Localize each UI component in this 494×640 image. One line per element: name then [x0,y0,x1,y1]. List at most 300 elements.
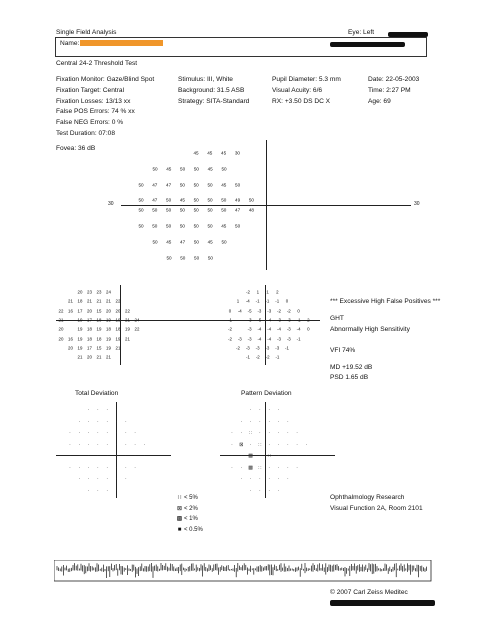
prob-dot: · [240,418,243,425]
pattern-deviation-value: -4 [257,326,262,332]
prob-dot: · [286,430,289,436]
total-deviation-value: 18 [77,298,83,304]
pattern-deviation-value: -4 [257,336,262,341]
pattern-deviation-value: -5 [257,317,262,323]
threshold-value: 50 [221,207,227,213]
prob-dot: · [115,476,118,482]
pattern-deviation-value: 0 [228,308,232,314]
pd-prob-v-axis [265,402,266,498]
pattern-deviation-value: -3 [265,345,270,351]
age: Age: 69 [368,97,391,105]
threshold-value: 47 [152,182,158,188]
md: MD +19.52 dB [330,364,373,371]
prob-dot: · [87,487,90,494]
total-deviation-value: 21 [96,354,102,360]
pattern-deviation-value: -3 [247,326,252,332]
prob-dot: · [259,418,261,425]
legend-5pct: ∷ < 5% [175,493,203,504]
pattern-deviation-value: -2 [255,354,260,360]
threshold-value: 50 [179,207,185,213]
prob-dot: · [249,441,252,448]
total-deviation-value: 19 [77,336,83,341]
threshold-value: 50 [207,182,213,188]
prob-dot: · [296,430,298,436]
prob-dot: · [78,476,81,482]
prob-dot: · [277,430,280,436]
total-deviation-label: Total Deviation [75,390,119,397]
pattern-deviation-value: -1 [275,354,280,360]
pattern-deviation-value: 1 [236,298,240,304]
prob-dot: · [115,453,118,459]
total-deviation-value: 22 [58,308,64,314]
prob-dot: · [277,476,280,482]
fixation-target: Fixation Target: Central [56,86,125,94]
prob-dot: · [240,464,243,471]
total-deviation-value: 19 [106,345,111,351]
threshold-value: 50 [138,182,144,188]
prob-dot: · [277,441,280,448]
prob-dot: · [277,487,280,494]
threshold-value: 45 [193,150,199,156]
institution-line1: Ophthalmology Research [330,494,405,501]
total-deviation-value: 22 [134,326,140,332]
pattern-deviation-value: 2 [276,289,279,295]
pattern-deviation-value: -3 [245,345,250,351]
prob-dot: · [106,464,109,471]
pattern-deviation-value: -3 [286,336,291,341]
threshold-value: 50 [193,182,199,188]
threshold-value: 45 [221,223,227,229]
prob-dot: · [78,453,81,459]
pattern-deviation-value: -3 [277,336,281,341]
prob-dot: · [249,407,252,413]
prob-dot: · [259,407,261,413]
prob-dot: · [106,430,109,436]
prob-dot: · [115,487,118,494]
pattern-deviation-value: -3 [275,345,280,351]
pattern-deviation-value: -1 [246,354,250,360]
threshold-value: 50 [193,166,199,172]
pattern-deviation-value: -4 [237,308,242,314]
threshold-value: 45 [207,150,213,156]
prob-dot: · [69,464,71,471]
prob-dot: · [97,464,99,471]
date: Date: 22-05-2003 [368,76,420,83]
prob-dot: · [97,430,99,436]
pattern-deviation-value: -4 [245,298,250,304]
threshold-value: 50 [248,197,254,203]
threshold-value: 50 [193,197,199,203]
prob-dot: · [231,430,233,436]
prob-dot: · [134,453,136,459]
total-deviation-value: 18 [96,336,102,341]
total-deviation-value: 24 [134,317,140,323]
prob-dot: · [115,441,118,448]
prob-dot: · [87,453,90,459]
prob-dot: · [87,476,90,482]
prob-dot: · [124,441,127,448]
test-duration: Test Duration: 07:08 [56,129,116,137]
pattern-deviation-value: -3 [277,317,281,323]
prob-dot: · [286,453,289,459]
threshold-value: 50 [166,207,172,213]
total-deviation-value: 16 [68,336,73,341]
threshold-value: 45 [166,239,172,245]
pupil-diameter: Pupil Diameter: 5.3 mm [272,76,341,83]
prob-dot: · [240,430,243,436]
total-deviation-value: 19 [77,326,83,332]
pattern-deviation-value: -4 [267,317,272,323]
threshold-value: 50 [193,207,199,213]
prob-dot: · [87,430,90,436]
redacted-id [330,42,405,47]
threshold-value: 50 [152,166,158,172]
threshold-value: 50 [221,239,227,245]
prob-dot: · [97,487,99,494]
threshold-value: 45 [179,197,185,203]
total-deviation-value: 20 [87,308,92,314]
threshold-value: 50 [207,207,213,213]
prob-dot: · [296,441,298,448]
name-label: Name: [60,40,80,47]
threshold-value: 45 [207,166,213,172]
total-deviation-value: 17 [87,345,92,351]
threshold-value: 48 [248,207,254,213]
threshold-value: 50 [152,207,158,213]
total-deviation-value: 21 [87,298,92,304]
threshold-value: 45 [166,166,172,172]
pattern-deviation-value: -2 [277,308,281,314]
prob-dot: · [277,464,280,471]
background: Background: 31.5 ASB [178,86,245,94]
vfi: VFI 74% [330,347,356,354]
eye-label: Eye: Left [348,29,375,36]
prob-dot: · [134,430,136,436]
pattern-deviation-value: -1 [285,345,289,351]
td-prob-v-axis [116,402,117,498]
prob-dot: · [240,476,243,482]
prob-dot: · [97,441,99,448]
threshold-value: 45 [207,239,213,245]
fixation-losses: Fixation Losses: 13/13 xx [56,97,131,105]
prob-dot: · [277,453,280,459]
prob-dot: · [78,418,81,425]
prob-dot: · [231,441,233,448]
threshold-value: 50 [166,197,172,203]
pattern-deviation-value: -2 [286,308,291,314]
psd: PSD 1.65 dB [330,374,369,381]
info-col1 [56,75,154,140]
prob-symbol: ▩ [248,464,253,471]
threshold-value: 50 [235,182,241,188]
prob-dot: · [268,464,271,471]
gaze-tracking-strip [54,560,432,582]
threshold-value: 47 [166,182,172,188]
prob-dot: · [143,441,146,448]
prob-dot: · [231,464,233,471]
pattern-deviation-value: -4 [296,326,301,332]
total-deviation-value: 20 [87,354,92,360]
false-pos-warning: *** Excessive High False Positives *** [330,298,441,305]
prob-dot: · [106,418,109,425]
threshold-value: 50 [194,255,200,261]
total-deviation-value: 17 [87,317,92,323]
threshold-value: 50 [207,255,213,261]
pattern-deviation-value: -2 [265,354,270,360]
total-deviation-value: 21 [68,298,73,304]
threshold-value: 50 [138,207,144,213]
total-deviation-value: 19 [96,326,102,332]
prob-dot: · [134,464,136,471]
prob-symbol: ∷ [249,430,253,436]
pattern-deviation-value: -1 [275,298,280,304]
threshold-v-axis [266,140,267,270]
total-deviation-value: 21 [106,298,111,304]
prob-dot: · [97,476,99,482]
td-prob-h-axis [56,455,171,456]
prob-dot: · [143,453,146,459]
prob-dot: · [286,464,289,471]
prob-dot: · [124,418,127,425]
prob-dot: · [277,407,280,413]
institution-line2: Visual Function 2A, Room 2101 [330,505,423,512]
prob-dot: · [268,487,271,494]
hatch-dark-icon: ▩ [176,516,183,522]
strategy: Strategy: SITA-Standard [178,97,250,105]
threshold-value: 50 [152,223,158,229]
pattern-deviation-value: 1 [266,289,269,295]
prob-dot: · [249,487,252,494]
prob-dot: · [134,441,136,448]
prob-dot: · [78,430,81,436]
threshold-value: 50 [180,255,186,261]
pattern-deviation-value: 0 [307,326,310,332]
threshold-value: 50 [166,255,172,261]
stimulus: Stimulus: III, White [178,76,233,83]
legend-2pct: ⊠ < 2% [175,504,203,515]
pattern-deviation-value: 0 [297,308,300,314]
pattern-deviation-value: -5 [247,308,252,314]
prob-dot: · [286,441,289,448]
threshold-axis-left: 30 [108,201,114,207]
fixation-monitor: Fixation Monitor: Gaze/Blind Spot [56,76,155,83]
pattern-deviation-value: 1 [256,289,260,295]
info-col2 [178,75,249,107]
threshold-value: 45 [221,150,227,156]
total-deviation-value: 20 [115,308,121,314]
total-deviation-value: 20 [106,308,111,314]
probability-legend [175,493,203,535]
total-deviation-value: 20 [58,336,64,341]
pd-v-axis [265,285,269,365]
total-deviation-value: 19 [115,317,121,323]
total-deviation-value: 19 [115,336,121,341]
total-deviation-value: 21 [115,345,121,351]
dots-4-icon: ∷ [177,495,182,501]
total-deviation-value: 17 [77,308,83,314]
prob-dot: · [115,418,118,425]
total-deviation-value: 16 [68,308,73,314]
pattern-deviation-value: -2 [236,345,240,351]
pattern-deviation-value: -1 [265,298,270,304]
threshold-value: 50 [235,223,241,229]
pattern-deviation-value: -1 [296,317,301,323]
pattern-deviation-value: -4 [267,336,272,341]
prob-dot: · [231,453,233,459]
prob-dot: · [268,441,271,448]
pattern-deviation-value: 2 [307,317,310,323]
prob-dot: · [78,441,81,448]
pattern-deviation-value: -4 [277,326,281,332]
prob-dot: · [259,453,261,459]
prob-dot: · [259,430,261,436]
total-deviation-value: 21 [77,354,83,360]
pattern-deviation-label: Pattern Deviation [241,390,292,397]
total-deviation-value: 19 [77,317,83,323]
total-deviation-value: 21 [125,317,130,323]
fovea: Fovea: 36 dB [56,145,96,152]
threshold-value: 50 [138,197,144,203]
prob-dot: · [268,418,271,425]
total-deviation-value: 19 [77,345,83,351]
threshold-value: 50 [166,223,172,229]
threshold-value: 50 [152,239,158,245]
report-title: Single Field Analysis [56,29,117,36]
name-redaction-highlight [80,40,163,46]
total-deviation-value: 21 [125,336,130,341]
prob-dot: · [259,487,261,494]
prob-dot: · [97,407,99,413]
threshold-value: 45 [221,182,227,188]
total-deviation-value: 18 [96,317,102,323]
visual-acuity: Visual Acuity: 6/6 [272,86,323,94]
pattern-deviation-value: -3 [286,317,291,323]
prob-dot: · [115,464,118,471]
prob-dot: · [106,441,109,448]
prob-dot: · [286,476,289,482]
prob-symbol: ▩ [248,453,253,459]
prob-dot: · [124,430,127,436]
threshold-value: 47 [180,239,186,245]
total-deviation-value: 20 [68,345,73,351]
prob-dot: · [97,418,99,425]
rx: RX: +3.50 DS DC X [272,97,331,105]
pattern-deviation-value: -3 [255,345,260,351]
prob-dot: · [249,476,252,482]
prob-dot: · [286,418,289,425]
prob-dot: · [268,476,271,482]
total-deviation-value: 15 [96,308,102,314]
prob-dot: · [78,464,81,471]
prob-symbol: ∷ [258,441,262,448]
total-deviation-value: 21 [106,354,111,360]
prob-symbol: ⊠ [239,441,244,448]
threshold-value: 47 [235,207,241,213]
threshold-value: 49 [235,197,241,203]
prob-dot: · [87,464,90,471]
redacted-footer [330,600,435,606]
total-deviation-value: 23 [87,289,92,295]
pattern-deviation-value: -3 [257,308,262,314]
pattern-deviation-value: -3 [286,326,291,332]
prob-symbol: ∷ [267,453,271,459]
prob-dot: · [106,487,109,494]
threshold-value: 50 [179,182,185,188]
hatch-light-icon: ⊠ [176,505,183,512]
prob-dot: · [106,453,109,459]
prob-dot: · [97,453,99,459]
threshold-value: 50 [207,223,213,229]
total-deviation-value: 21 [96,298,102,304]
prob-dot: · [277,418,280,425]
prob-dot: · [259,476,261,482]
total-deviation-value: 18 [106,326,111,332]
info-col3 [272,75,341,107]
total-deviation-value: 20 [77,289,83,295]
prob-dot: · [249,418,252,425]
legend-1pct: ▩ < 1% [175,514,203,525]
pattern-deviation-value: -3 [247,336,252,341]
total-deviation-value: 24 [106,289,111,295]
info-col4 [368,75,419,107]
threshold-axis-right: 30 [414,201,420,207]
threshold-value: 50 [179,223,185,229]
pattern-deviation-value: -1 [255,298,260,304]
total-deviation-value: 20 [58,326,64,332]
false-pos: False POS Errors: 74 % xx [56,108,135,116]
total-deviation-value: 18 [87,326,92,332]
pattern-deviation-value: -3 [237,336,242,341]
prob-dot: · [69,453,71,459]
prob-dot: · [69,430,71,436]
pattern-deviation-value: -4 [267,326,272,332]
ght-label: GHT [330,315,344,322]
total-deviation-value: 19 [106,336,111,341]
prob-dot: · [87,441,90,448]
total-deviation-value: 22 [125,308,130,314]
prob-dot: · [305,441,308,448]
threshold-value: 50 [221,197,227,203]
prob-dot: · [240,453,243,459]
total-deviation-value: 19 [125,326,130,332]
prob-dot: · [268,430,271,436]
prob-dot: · [296,453,298,459]
pattern-deviation-value: -2 [228,326,232,332]
total-deviation-value: 15 [96,345,102,351]
pattern-deviation-value: -1 [296,336,301,341]
ght-value: Abnormally High Sensitivity [330,326,410,333]
threshold-value: 50 [193,239,199,245]
threshold-value: 50 [180,166,186,172]
copyright: © 2007 Carl Zeiss Meditec [330,589,408,596]
threshold-value: 50 [193,223,199,229]
total-deviation-value: 23 [96,289,102,295]
prob-dot: · [115,407,118,413]
threshold-value: 50 [138,223,144,229]
total-deviation-value: 22 [115,298,121,304]
false-neg: False NEG Errors: 0 % [56,119,124,127]
threshold-value: 50 [221,166,227,172]
prob-dot: · [305,453,308,459]
time: Time: 2:27 PM [368,86,411,94]
pattern-deviation-value: -1 [228,317,232,323]
prob-dot: · [69,441,71,448]
prob-dot: · [115,430,118,436]
prob-dot: · [268,407,271,413]
pattern-deviation-value: 0 [285,298,289,304]
threshold-value: 30 [234,150,240,156]
total-deviation-value: 18 [87,336,92,341]
